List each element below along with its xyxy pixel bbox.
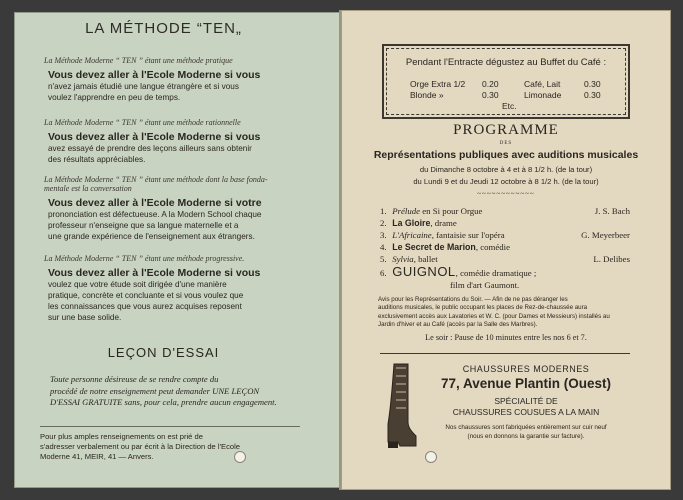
notice-line: auditions musicales, le public occupant les places de Rez-de-chaussée aura <box>378 304 588 312</box>
item-desc: , ballet <box>413 254 438 264</box>
program-item <box>380 254 630 264</box>
contact-footer <box>40 432 304 462</box>
section-heading: Vous devez aller à l'Ecole Moderne si vous <box>48 267 261 279</box>
menu-item-price: 0.20 <box>482 79 499 89</box>
shoe-shop-specialty <box>420 396 632 418</box>
section-line: professeur n'enseigne que sa langue maternelle et a <box>48 221 239 230</box>
item-number: 2. <box>380 218 387 228</box>
section-line: sur une base solide. <box>48 313 122 322</box>
shoe-shop-address: 77, Avenue Plantin (Ouest) <box>440 376 612 391</box>
item-number: 3. <box>380 230 387 240</box>
item-title: GUIGNOL <box>392 264 456 279</box>
method-section-1 <box>44 56 312 103</box>
section-heading: Vous devez aller à l'Ecole Moderne si votre <box>48 197 262 209</box>
trial-line: D'ESSAI GRATUITE sans, pour cela, prendre aucun engagement. <box>50 397 277 407</box>
section-line: des résultats appréciables. <box>48 155 146 164</box>
item-title: L'Africaine <box>392 230 432 240</box>
section-intro: La Méthode Moderne “ TEN ” étant une méthode rationnelle <box>44 118 241 127</box>
section-line: avez essayé de prendre des leçons ailleurs sans obtenir <box>48 144 252 153</box>
menu-item-name: Café, Lait <box>524 79 561 89</box>
program-item <box>380 206 630 216</box>
programme-date-1: du Dimanche 8 octobre à 4 et à 8 1/2 h. (de la tour) <box>419 165 593 174</box>
item-composer: L. Delibes <box>593 254 630 264</box>
section-line: les connaissances que vous aurez acquises reposent <box>48 302 242 311</box>
program-item <box>380 230 630 240</box>
specialty-line: CHAUSSURES COUSUES A LA MAIN <box>452 407 600 417</box>
item-title: Le Secret de Marion <box>392 242 476 252</box>
program-item <box>380 242 630 252</box>
intermission-note: Le soir : Pause de 10 minutes entre les nos 6 et 7. <box>425 333 587 342</box>
programme-date-2: du Lundi 9 et du Jeudi 12 octobre à 8 1/2 h. (de la tour) <box>413 177 599 186</box>
item-desc: , drame <box>430 218 457 228</box>
section-heading: Vous devez aller à l'Ecole Moderne si vous <box>48 131 261 143</box>
programme-title: PROGRAMME <box>453 122 559 138</box>
item-number: 5. <box>380 254 387 264</box>
specialty-line: SPÉCIALITÉ DE <box>494 396 558 406</box>
method-section-4 <box>44 254 312 323</box>
item-desc: , comédie dramatique ; <box>455 268 537 278</box>
program-item <box>380 218 630 228</box>
program-item-film: film d'art Gaumont. <box>450 280 520 290</box>
section-line: voulez l'apprendre en peu de temps. <box>48 93 181 102</box>
trial-lesson-title: LEÇON D'ESSAI <box>107 345 220 360</box>
item-title: Sylvia <box>392 254 414 264</box>
item-composer: G. Meyerbeer <box>581 230 630 240</box>
section-line: voulez que votre étude soit dirigée d'une manière <box>48 280 227 289</box>
staple-hole <box>425 451 437 463</box>
note-line: Nos chaussures sont fabriquées entièrement sur cuir neuf <box>445 424 607 431</box>
shoe-shop-title: CHAUSSURES MODERNES <box>462 364 590 374</box>
menu-etc: Etc. <box>502 101 517 111</box>
section-line: pratique, concrète et concluante et si vous voulez que <box>48 291 244 300</box>
buffet-box <box>382 44 630 119</box>
notice-line: exclusivement accès aux Lavatories et W. C. (pour Dames et Messieurs) installés au <box>378 312 610 320</box>
menu-item-name: Blonde » <box>410 90 444 100</box>
item-desc: , fantaisie sur l'opéra <box>431 230 505 240</box>
footer-line: Moderne 41, MEIR, 41 — Anvers. <box>40 452 154 461</box>
program-item <box>380 264 630 279</box>
section-intro-cont: mentale est la conversation <box>44 184 132 193</box>
menu-item-name: Limonade <box>524 90 562 100</box>
section-intro: La Méthode Moderne “ TEN ” étant une méthode progressive. <box>44 254 245 263</box>
footer-line: Pour plus amples renseignements on est prié de <box>40 432 203 441</box>
menu-item-price: 0.30 <box>482 90 499 100</box>
item-title: Prélude <box>392 206 421 216</box>
item-number: 1. <box>380 206 387 216</box>
menu-item-price: 0.30 <box>584 90 601 100</box>
programme-subtitle: Représentations publiques avec auditions musicales <box>373 149 639 161</box>
item-number: 6. <box>380 268 387 278</box>
trial-lesson-text <box>50 374 300 409</box>
ornament: ~~~~~~~~~~~~ <box>477 190 535 198</box>
section-intro: La Méthode Moderne “ TEN ” étant une méthode pratique <box>44 56 233 65</box>
programme-des: DES <box>499 141 513 146</box>
section-intro: La Méthode Moderne “ TEN ” étant une méthode dont la base fonda- <box>44 175 268 184</box>
boot-illustration <box>380 362 420 452</box>
footer-line: s'adresser verbalement ou par écrit à la Direction de l'Ecole <box>40 442 241 451</box>
buffet-title: Pendant l'Entracte dégustez au Buffet du Café : <box>405 57 607 68</box>
item-composer: J. S. Bach <box>594 206 630 216</box>
evening-notice <box>378 296 632 330</box>
divider <box>380 353 630 354</box>
item-title: La Gloire <box>392 218 431 228</box>
trial-line: procédé de notre enseignement peut demander UNE LEÇON <box>50 385 260 396</box>
method-title: LA MÉTHODE “TEN„ <box>85 20 242 37</box>
menu-item-price: 0.30 <box>584 79 601 89</box>
method-section-2 <box>44 118 312 165</box>
item-number: 4. <box>380 242 387 252</box>
divider <box>40 426 300 427</box>
section-line: une grande expérience de l'enseignement aux étrangers. <box>48 232 255 241</box>
staple-hole <box>234 451 246 463</box>
section-heading: Vous devez aller à l'Ecole Moderne si vous <box>48 69 261 81</box>
section-line: prononciation est défectueuse. A la Modern School chaque <box>48 210 262 219</box>
shoe-shop-note <box>420 424 632 441</box>
note-line: (nous en donnons la garantie sur facture). <box>467 432 585 440</box>
notice-line: Avis pour les Représentations du Soir. — Afin de ne pas déranger les <box>378 296 568 303</box>
item-desc: en Si pour Orgue <box>420 206 483 216</box>
trial-line: Toute personne désireuse de se rendre compte du <box>50 374 219 384</box>
method-section-3 <box>44 175 312 242</box>
section-line: n'avez jamais étudié une langue étrangère et si vous <box>48 82 239 91</box>
item-desc: , comédie <box>475 242 511 252</box>
menu-item-name: Orge Extra 1/2 <box>410 79 466 89</box>
notice-line: Jardin d'hiver et au Café (accès par la Salle des Marbres). <box>378 321 538 329</box>
